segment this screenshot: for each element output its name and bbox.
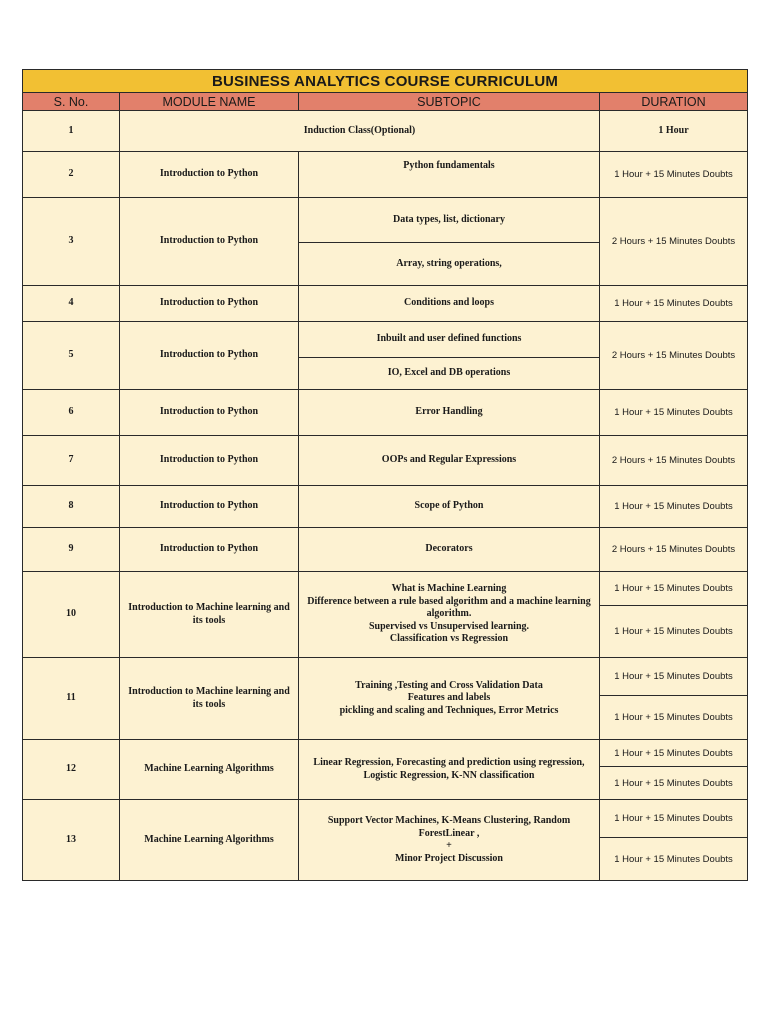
row-duration: 2 Hours + 15 Minutes Doubts (600, 198, 748, 286)
row-duration: 2 Hours + 15 Minutes Doubts (600, 436, 748, 486)
subtopic-line: + (446, 840, 452, 851)
table-row (23, 800, 748, 838)
row-duration: 1 Hour + 15 Minutes Doubts (600, 606, 748, 658)
table-title: BUSINESS ANALYTICS COURSE CURRICULUM (23, 70, 748, 93)
header-duration: DURATION (600, 93, 748, 111)
row-subtopic (299, 800, 600, 881)
row-subtopic: Inbuilt and user defined functions (299, 322, 600, 358)
subtopic-line: Minor Project Discussion (395, 852, 503, 864)
module-line: its tools (192, 698, 226, 710)
row-module: Introduction to Python (120, 152, 299, 198)
row-module: Introduction to Python (120, 198, 299, 286)
row-subtopic: Conditions and loops (299, 286, 600, 322)
row-duration: 1 Hour + 15 Minutes Doubts (600, 767, 748, 800)
table-row (23, 390, 748, 436)
subtopic-line: Linear Regression, Forecasting and prediction using regression, (313, 757, 585, 768)
row-sno: 12 (23, 740, 120, 800)
table-row (23, 658, 748, 696)
module-line: Introduction to Machine learning and (128, 602, 290, 613)
table-row (23, 286, 748, 322)
row-subtopic (299, 572, 600, 658)
row-duration: 1 Hour + 15 Minutes Doubts (600, 696, 748, 740)
table-row (23, 528, 748, 572)
row-sno: 2 (23, 152, 120, 198)
table-row (23, 740, 748, 767)
subtopic-line: ForestLinear , (418, 827, 480, 839)
header-sno: S. No. (23, 93, 120, 111)
row-subtopic: Array, string operations, (299, 243, 600, 286)
row-sno: 9 (23, 528, 120, 572)
subtopic-line: Classification vs Regression (389, 633, 509, 645)
subtopic-line: Features and labels (407, 692, 491, 704)
header-row (23, 93, 748, 111)
row-subtopic (299, 658, 600, 740)
row-module: Machine Learning Algorithms (120, 800, 299, 881)
row-subtopic: Induction Class(Optional) (120, 111, 600, 152)
row-subtopic: Data types, list, dictionary (299, 198, 600, 243)
table-row (23, 486, 748, 528)
row-sno: 6 (23, 390, 120, 436)
subtopic-line: Training ,Testing and Cross Validation Data (355, 679, 543, 691)
row-module: Introduction to Python (120, 322, 299, 390)
subtopic-line: What is Machine Learning (391, 583, 507, 595)
header-module: MODULE NAME (120, 93, 299, 111)
row-subtopic: Decorators (299, 528, 600, 572)
table-row (23, 322, 748, 358)
row-module (120, 658, 299, 740)
row-duration: 1 Hour + 15 Minutes Doubts (600, 740, 748, 767)
curriculum-table (22, 69, 748, 881)
row-module: Introduction to Python (120, 286, 299, 322)
table-row (23, 111, 748, 152)
row-duration: 1 Hour (600, 111, 748, 152)
row-sno: 13 (23, 800, 120, 881)
row-duration: 1 Hour + 15 Minutes Doubts (600, 152, 748, 198)
row-duration: 1 Hour + 15 Minutes Doubts (600, 390, 748, 436)
row-sno: 7 (23, 436, 120, 486)
row-subtopic: OOPs and Regular Expressions (299, 436, 600, 486)
row-module: Machine Learning Algorithms (120, 740, 299, 800)
row-duration: 1 Hour + 15 Minutes Doubts (600, 286, 748, 322)
title-row (23, 70, 748, 93)
table-row (23, 152, 748, 198)
subtopic-line: Support Vector Machines, K-Means Clustering, Random (327, 815, 571, 826)
module-line: its tools (192, 614, 226, 626)
row-subtopic: Error Handling (299, 390, 600, 436)
row-module: Introduction to Python (120, 436, 299, 486)
row-duration: 1 Hour + 15 Minutes Doubts (600, 838, 748, 881)
subtopic-line: Logistic Regression, K-NN classification (363, 769, 535, 781)
subtopic-line: Supervised vs Unsupervised learning. (368, 620, 530, 632)
row-module (120, 572, 299, 658)
table-row (23, 198, 748, 243)
row-sno: 5 (23, 322, 120, 390)
row-subtopic: Python fundamentals (299, 152, 600, 198)
row-duration: 2 Hours + 15 Minutes Doubts (600, 528, 748, 572)
row-subtopic (299, 740, 600, 800)
header-subtopic: SUBTOPIC (299, 93, 600, 111)
row-module: Introduction to Python (120, 390, 299, 436)
row-module: Introduction to Python (120, 486, 299, 528)
subtopic-line: algorithm. (426, 608, 472, 620)
row-module: Introduction to Python (120, 528, 299, 572)
row-sno: 8 (23, 486, 120, 528)
row-subtopic: Scope of Python (299, 486, 600, 528)
row-duration: 1 Hour + 15 Minutes Doubts (600, 486, 748, 528)
row-duration: 2 Hours + 15 Minutes Doubts (600, 322, 748, 390)
table-row (23, 436, 748, 486)
row-sno: 10 (23, 572, 120, 658)
row-duration: 1 Hour + 15 Minutes Doubts (600, 572, 748, 606)
row-sno: 3 (23, 198, 120, 286)
row-sno: 1 (23, 111, 120, 152)
subtopic-line: Difference between a rule based algorithm and a machine learning (307, 595, 591, 607)
subtopic-line: pickling and scaling and Techniques, Error Metrics (339, 704, 559, 716)
row-sno: 4 (23, 286, 120, 322)
row-sno: 11 (23, 658, 120, 740)
row-subtopic: IO, Excel and DB operations (299, 358, 600, 390)
row-duration: 1 Hour + 15 Minutes Doubts (600, 658, 748, 696)
row-duration: 1 Hour + 15 Minutes Doubts (600, 800, 748, 838)
module-line: Introduction to Machine learning and (128, 686, 290, 697)
table-row (23, 572, 748, 606)
